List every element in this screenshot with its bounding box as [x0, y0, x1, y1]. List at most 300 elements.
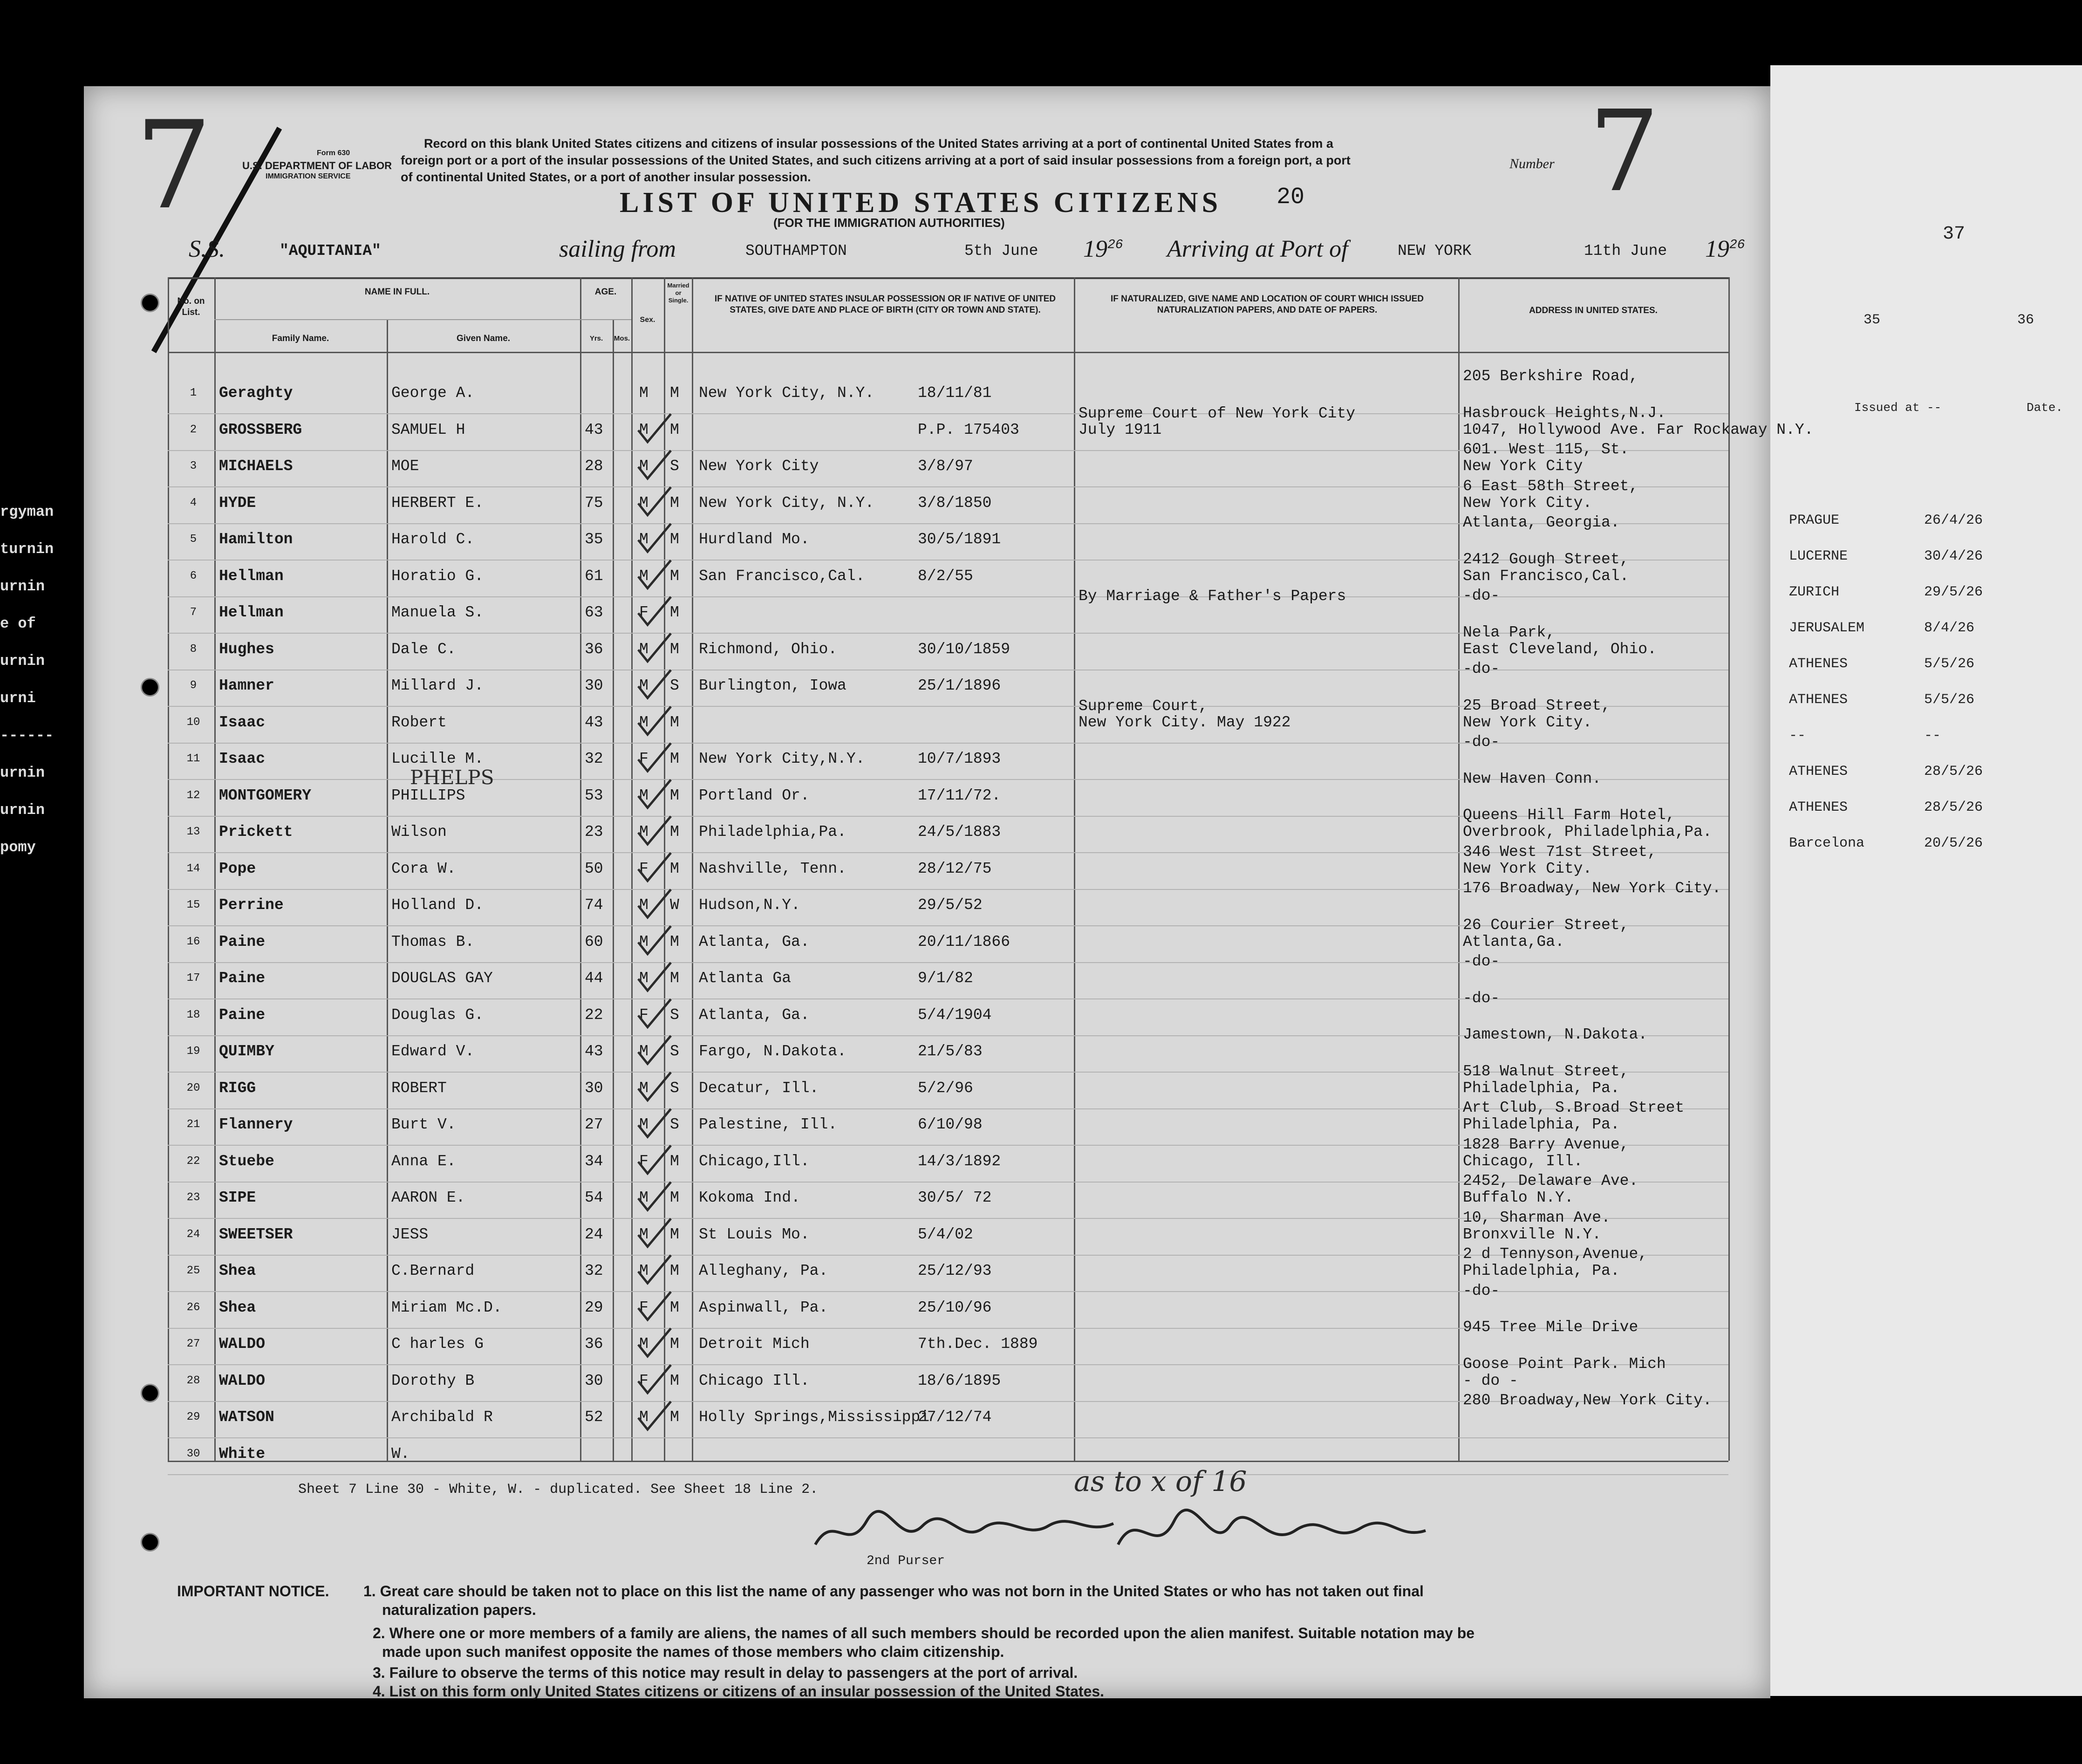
birth-date: 29/5/52 — [918, 896, 983, 914]
form-subtitle: (FOR THE IMMIGRATION AUTHORITIES) — [773, 216, 1005, 230]
family-name: Hughes — [219, 640, 274, 658]
age-years: 75 — [585, 494, 603, 512]
marital-status: M — [670, 1262, 679, 1279]
birth-date: 25/1/1896 — [918, 677, 1001, 694]
issued-place: ATHENES — [1789, 692, 1848, 708]
department-name: U.S. DEPARTMENT OF LABOR — [242, 160, 392, 171]
given-name: Dorothy B — [391, 1372, 475, 1389]
birth-date: 8/2/55 — [918, 567, 973, 585]
birth-place: Kokoma Ind. — [699, 1189, 800, 1206]
birth-place: Fargo, N.Dakota. — [699, 1043, 846, 1060]
age-years: 36 — [585, 1335, 603, 1353]
margin-fragment: urni — [0, 690, 36, 707]
sex: M — [639, 640, 648, 658]
sex: M — [639, 677, 648, 694]
address-line-1: 518 Walnut Street, — [1463, 1062, 1629, 1080]
col-no-header: No. on List. — [177, 296, 205, 317]
age-years: 44 — [585, 970, 603, 987]
row-number: 11 — [186, 752, 200, 765]
given-name: Horatio G. — [391, 567, 484, 585]
family-name: Paine — [219, 1006, 266, 1024]
given-name: MOE — [391, 458, 419, 475]
address-line-1: 205 Berkshire Road, — [1463, 368, 1638, 385]
age-years: 63 — [585, 604, 603, 621]
address-line-1: Hasbrouck Heights,N.J. — [1463, 404, 1666, 422]
marital-status: M — [670, 640, 679, 658]
given-name: JESS — [391, 1225, 429, 1243]
birth-place: Atlanta, Ga. — [699, 933, 810, 950]
family-name: Flannery — [219, 1116, 293, 1133]
sex: F — [639, 750, 648, 767]
address-line-1: -do- — [1463, 660, 1500, 677]
address-line-1: 945 Tree Mile Drive — [1463, 1319, 1638, 1336]
adjoining-sheet — [1770, 65, 2082, 1696]
age-years: 30 — [585, 677, 603, 694]
birth-place: New York City — [699, 458, 819, 475]
address-line-1: New Haven Conn. — [1463, 770, 1602, 787]
family-name: Hellman — [219, 604, 284, 621]
naturalization-court: Supreme Court of New York City — [1079, 404, 1356, 422]
sex: M — [639, 1189, 648, 1206]
row-number: 14 — [186, 862, 200, 875]
birth-date: 9/1/82 — [918, 970, 973, 987]
given-name: George A. — [391, 384, 475, 402]
address-line-2: Buffalo N.Y. — [1463, 1189, 1574, 1206]
birth-date: 3/8/1850 — [918, 494, 992, 512]
col-naturalized-header: IF NATURALIZED, GIVE NAME AND LOCATION OF COURT WHICH ISSUED NATURALIZATION PAPERS, AND DATE OF PAPERS. — [1110, 294, 1424, 315]
address-line-2: Chicago, Ill. — [1463, 1152, 1583, 1170]
naturalization-court: Supreme Court, — [1079, 697, 1208, 715]
birth-place: Hudson,N.Y. — [699, 896, 800, 914]
birth-place: Portland Or. — [699, 786, 810, 804]
family-name: Geraghty — [219, 384, 293, 402]
sex: M — [639, 531, 648, 548]
notice-1: 1. Great care should be taken not to place on this list the name of any passenger who was not born in the United States or who has not taken out final — [363, 1583, 1424, 1600]
address-line-1: 346 West 71st Street, — [1463, 843, 1657, 861]
address-line-2: - do - — [1463, 1372, 1518, 1389]
birth-place: Nashville, Tenn. — [699, 860, 846, 877]
birth-place: New York City,N.Y. — [699, 750, 865, 767]
address-line-2: Overbrook, Philadelphia,Pa. — [1463, 823, 1712, 841]
birth-date: 5/4/1904 — [918, 1006, 992, 1024]
sex: M — [639, 1262, 648, 1279]
row-number: 25 — [186, 1265, 200, 1277]
birth-date: 30/10/1859 — [918, 640, 1010, 658]
form-number: Form 630 — [317, 149, 350, 157]
address-line-1: 26 Courier Street, — [1463, 916, 1629, 934]
departure-date: 5th June — [964, 242, 1038, 260]
corner-handwritten-number: 7 — [135, 96, 212, 236]
birth-place: Aspinwall, Pa. — [699, 1299, 828, 1316]
row-number: 16 — [186, 935, 200, 948]
age-years: 30 — [585, 1372, 603, 1389]
given-name-correction: PHELPS — [410, 766, 494, 789]
family-name: RIGG — [219, 1079, 256, 1097]
sex: M — [639, 1408, 648, 1426]
notice-2: 2. Where one or more members of a family are aliens, the names of all such members should be recorded upon the alien manifest. Suitable notation may be — [373, 1625, 1475, 1641]
col-36-header: 36 — [2017, 312, 2034, 328]
given-name: SAMUEL H — [391, 421, 465, 438]
address-line-1: 25 Broad Street, — [1463, 697, 1611, 714]
row-number: 29 — [186, 1411, 200, 1423]
given-name: DOUGLAS GAY — [391, 970, 493, 987]
purser-label: 2nd Purser — [867, 1554, 945, 1568]
age-years: 24 — [585, 1225, 603, 1243]
address-line-2: San Francisco,Cal. — [1463, 567, 1629, 585]
duplicate-note: Sheet 7 Line 30 - White, W. - duplicated. See Sheet 18 Line 2. — [298, 1482, 819, 1497]
marital-status: S — [670, 1116, 679, 1133]
margin-fragment: rgyman — [0, 503, 54, 520]
family-name: SWEETSER — [219, 1225, 293, 1243]
row-number: 17 — [186, 972, 200, 985]
age-years: 27 — [585, 1116, 603, 1133]
age-years: 22 — [585, 1006, 603, 1024]
row-number: 3 — [190, 460, 197, 472]
margin-fragment: urnin — [0, 652, 45, 670]
address-line-1: Jamestown, N.Dakota. — [1463, 1026, 1648, 1043]
sex: M — [639, 494, 648, 512]
birth-place: New York City, N.Y. — [699, 384, 874, 402]
issued-date: 8/4/26 — [1924, 620, 1975, 636]
sex: F — [639, 1152, 648, 1170]
row-number: 26 — [186, 1301, 200, 1314]
family-name: WALDO — [219, 1372, 266, 1389]
age-years: 32 — [585, 1262, 603, 1279]
pen-checkmarks — [620, 361, 713, 1461]
birth-date: 21/5/83 — [918, 1043, 983, 1060]
marital-status: M — [670, 494, 679, 512]
issued-place: Barcelona — [1789, 835, 1865, 851]
sheet-number: 7 — [1589, 86, 1660, 217]
sex: M — [639, 970, 648, 987]
sex: M — [639, 1043, 648, 1060]
birth-place: Alleghany, Pa. — [699, 1262, 828, 1279]
row-number: 22 — [186, 1155, 200, 1168]
address-line-1: -do- — [1463, 953, 1500, 970]
issued-date: 30/4/26 — [1924, 548, 1983, 564]
col-yrs-header: Yrs. — [589, 335, 603, 342]
marital-status: M — [670, 1189, 679, 1206]
row-number: 7 — [190, 606, 197, 619]
arrival-date: 11th June — [1584, 242, 1667, 260]
family-name: Paine — [219, 933, 266, 950]
address-line-2: New York City. — [1463, 494, 1592, 512]
given-name: Cora W. — [391, 860, 456, 877]
birth-date: 28/12/75 — [918, 860, 992, 877]
issued-date: -- — [1924, 728, 1941, 744]
birth-place: Atlanta Ga — [699, 970, 792, 987]
address-line-2: Bronxville N.Y. — [1463, 1225, 1602, 1243]
naturalization-date: New York City. May 1922 — [1079, 713, 1291, 731]
ship-name: "AQUITANIA" — [280, 242, 381, 260]
issued-date: 28/5/26 — [1924, 800, 1983, 815]
year-prefix: 19 — [1705, 236, 1729, 262]
instruction-line-3: of continental United States, or a port of another insular possession. — [401, 170, 811, 184]
col-sex-header: Sex. — [640, 316, 655, 324]
given-name: Holland D. — [391, 896, 484, 914]
address-line-1: 2 d Tennyson,Avenue, — [1463, 1245, 1648, 1263]
address-line-1: Art Club, S.Broad Street — [1463, 1099, 1685, 1116]
age-years: 60 — [585, 933, 603, 950]
marital-status: M — [670, 933, 679, 950]
birth-date: 25/12/93 — [918, 1262, 992, 1279]
age-years: 54 — [585, 1189, 603, 1206]
given-name: Edward V. — [391, 1043, 475, 1060]
row-number: 13 — [186, 826, 200, 838]
marital-status: M — [670, 1152, 679, 1170]
margin-fragment: turnin — [0, 540, 54, 558]
birth-date: 27/12/74 — [918, 1408, 992, 1426]
family-name: Perrine — [219, 896, 284, 914]
given-name: Harold C. — [391, 531, 475, 548]
row-number: 10 — [186, 716, 200, 729]
address-line-1: Queens Hill Farm Hotel, — [1463, 807, 1675, 824]
family-name: Hellman — [219, 567, 284, 585]
birth-date: P.P. 175403 — [918, 421, 1019, 438]
row-number: 24 — [186, 1228, 200, 1241]
address-line-1: -do- — [1463, 733, 1500, 751]
margin-fragment: urnin — [0, 764, 45, 781]
notice-3: 3. Failure to observe the terms of this notice may result in delay to passengers at the port of arrival. — [373, 1664, 1078, 1681]
marital-status: W — [670, 896, 679, 914]
age-years: 29 — [585, 1299, 603, 1316]
family-name: Paine — [219, 970, 266, 987]
birth-date: 18/6/1895 — [918, 1372, 1001, 1389]
given-name: C harles G — [391, 1335, 484, 1353]
form-title: LIST OF UNITED STATES CITIZENS — [620, 187, 1222, 219]
sex: M — [639, 933, 648, 950]
birth-place: Chicago Ill. — [699, 1372, 810, 1389]
marital-status: M — [670, 1225, 679, 1243]
sex: F — [639, 604, 648, 621]
row-number: 27 — [186, 1338, 200, 1350]
row-number: 6 — [190, 569, 197, 582]
marital-status: S — [670, 1043, 679, 1060]
age-years: 43 — [585, 421, 603, 438]
col-name-header: NAME IN FULL. — [364, 287, 430, 297]
year-prefix: 19 — [1083, 236, 1107, 262]
given-name: Wilson — [391, 823, 447, 841]
departure-year: 26 — [1107, 238, 1123, 253]
address-line-1: 1828 Barry Avenue, — [1463, 1135, 1629, 1153]
service-name: IMMIGRATION SERVICE — [266, 172, 351, 180]
marital-status: M — [670, 1408, 679, 1426]
address-line-2: Philadelphia, Pa. — [1463, 1116, 1620, 1133]
sex: M — [639, 1225, 648, 1243]
margin-fragment: ------ — [0, 727, 54, 744]
birth-date: 30/5/ 72 — [918, 1189, 992, 1206]
birth-date: 25/10/96 — [918, 1299, 992, 1316]
issued-place: ATHENES — [1789, 764, 1848, 779]
age-years: 43 — [585, 713, 603, 731]
marital-status: M — [670, 531, 679, 548]
marital-status: M — [670, 1372, 679, 1389]
notice-2b: made upon such manifest opposite the names of those members who claim citizenship. — [382, 1643, 1004, 1660]
given-name: Manuela S. — [391, 604, 484, 621]
notice-title: IMPORTANT NOTICE. — [177, 1583, 329, 1600]
issued-date: 29/5/26 — [1924, 584, 1983, 600]
sex: M — [639, 1079, 648, 1097]
address-line-1: Nela Park, — [1463, 623, 1556, 641]
issued-place: ATHENES — [1789, 800, 1848, 815]
notice-1b: naturalization papers. — [382, 1601, 536, 1618]
number-label: Number — [1509, 156, 1555, 171]
instruction-line-1: Record on this blank United States citizens and citizens of insular possessions of the United States arriving at a port of continental United States from a — [424, 137, 1333, 150]
marital-status: M — [670, 823, 679, 841]
family-name: MONTGOMERY — [219, 786, 312, 804]
address-line-2: Philadelphia, Pa. — [1463, 1079, 1620, 1097]
issued-date: 28/5/26 — [1924, 764, 1983, 779]
ss-label: S.S. — [189, 236, 225, 262]
sex: M — [639, 713, 648, 731]
marital-status: S — [670, 458, 679, 475]
birth-date: 7th.Dec. 1889 — [918, 1335, 1038, 1353]
given-name: Robert — [391, 713, 447, 731]
birth-date: 5/4/02 — [918, 1225, 973, 1243]
age-years: 43 — [585, 1043, 603, 1060]
age-years: 36 — [585, 640, 603, 658]
marital-status: M — [670, 421, 679, 438]
issued-place: LUCERNE — [1789, 548, 1848, 564]
address-line-1: 6 East 58th Street, — [1463, 477, 1638, 495]
address-line-2: New York City. — [1463, 713, 1592, 731]
naturalization-court: By Marriage & Father's Papers — [1079, 588, 1346, 605]
row-number: 9 — [190, 679, 197, 692]
row-number: 18 — [186, 1008, 200, 1021]
address-line-1: -do- — [1463, 1282, 1500, 1299]
margin-fragment: e of — [0, 615, 36, 632]
address-line-1: Goose Point Park. Mich — [1463, 1355, 1666, 1373]
sex: F — [639, 860, 648, 877]
marital-status: M — [670, 567, 679, 585]
family-name: GROSSBERG — [219, 421, 302, 438]
family-name: Shea — [219, 1262, 256, 1279]
binder-hole — [141, 678, 159, 697]
address-line-1: -do- — [1463, 989, 1500, 1007]
arrival-year: 26 — [1729, 238, 1745, 253]
given-name: ROBERT — [391, 1079, 447, 1097]
family-name: QUIMBY — [219, 1043, 274, 1060]
issued-place: -- — [1789, 728, 1806, 744]
birth-date: 30/5/1891 — [918, 531, 1001, 548]
departure-port: SOUTHAMPTON — [745, 242, 847, 260]
family-name: Hamner — [219, 677, 274, 694]
page-code: 20 — [1277, 184, 1305, 211]
family-name: Pope — [219, 860, 256, 877]
given-name: Dale C. — [391, 640, 456, 658]
given-name: AARON E. — [391, 1189, 465, 1206]
age-years: 32 — [585, 750, 603, 767]
address-line-1: 10, Sharman Ave. — [1463, 1209, 1611, 1226]
col-married-header: Married or Single. — [667, 282, 689, 304]
issued-place: ATHENES — [1789, 656, 1848, 672]
binder-hole — [141, 1384, 159, 1402]
birth-place: Atlanta, Ga. — [699, 1006, 810, 1024]
family-name: WALDO — [219, 1335, 266, 1353]
age-years: 28 — [585, 458, 603, 475]
adjoining-page-number: 37 — [1943, 224, 1966, 245]
purser-signature-icon — [806, 1503, 1132, 1568]
given-name: W. — [391, 1445, 410, 1463]
row-number: 2 — [190, 423, 197, 436]
binder-hole — [141, 1533, 159, 1552]
birth-place: Philadelphia,Pa. — [699, 823, 846, 841]
birth-place: Palestine, Ill. — [699, 1116, 838, 1133]
row-number: 30 — [186, 1447, 200, 1460]
address-line-2: Atlanta,Ga. — [1463, 933, 1564, 950]
given-name: Millard J. — [391, 677, 484, 694]
col-family-header: Family Name. — [272, 334, 329, 343]
sex: M — [639, 786, 648, 804]
family-name: MICHAELS — [219, 458, 293, 475]
handwritten-annotation: as to x of 16 — [1074, 1465, 1247, 1498]
family-name: Prickett — [219, 823, 293, 841]
issued-date: 20/5/26 — [1924, 835, 1983, 851]
margin-fragment: urnin — [0, 578, 45, 595]
birth-date: 3/8/97 — [918, 458, 973, 475]
address-line-2: New York City. — [1463, 860, 1592, 877]
address-line-2: New York City — [1463, 458, 1583, 475]
given-name: Anna E. — [391, 1152, 456, 1170]
marital-status: M — [670, 786, 679, 804]
sex: M — [639, 567, 648, 585]
manifest-sheet — [84, 86, 1814, 1700]
birth-place: Hurdland Mo. — [699, 531, 810, 548]
row-number: 20 — [186, 1081, 200, 1094]
naturalization-date: July 1911 — [1079, 421, 1162, 438]
instruction-line-2: foreign port or a port of the insular possessions of the United States, and such citizens arriving at a port of said insular possessions from a foreign port, a port — [401, 153, 1351, 167]
birth-date: 24/5/1883 — [918, 823, 1001, 841]
issued-date: 26/4/26 — [1924, 513, 1983, 528]
age-years: 61 — [585, 567, 603, 585]
marital-status: M — [670, 860, 679, 877]
col-address-header: ADDRESS IN UNITED STATES. — [1529, 306, 1658, 315]
issued-place: ZURICH — [1789, 584, 1840, 600]
birth-date: 5/2/96 — [918, 1079, 973, 1097]
age-years: 50 — [585, 860, 603, 877]
given-name: Douglas G. — [391, 1006, 484, 1024]
given-name: PHILLIPS — [391, 786, 465, 804]
row-number: 4 — [190, 496, 197, 509]
given-name: C.Bernard — [391, 1262, 475, 1279]
issued-date: 5/5/26 — [1924, 692, 1975, 708]
family-name: SIPE — [219, 1189, 256, 1206]
birth-place: Burlington, Iowa — [699, 677, 846, 694]
row-number: 12 — [186, 789, 200, 802]
issued-place: JERUSALEM — [1789, 620, 1865, 636]
birth-date: 20/11/1866 — [918, 933, 1010, 950]
sex: F — [639, 1006, 648, 1024]
address-line-1: -do- — [1463, 587, 1500, 604]
col-mos-header: Mos. — [614, 335, 630, 342]
family-name: Shea — [219, 1299, 256, 1316]
col-35-header: 35 — [1864, 312, 1881, 328]
row-number: 23 — [186, 1191, 200, 1204]
issued-place: PRAGUE — [1789, 513, 1840, 528]
marital-status: M — [670, 970, 679, 987]
birth-place: Holly Springs,Mississippi — [699, 1408, 930, 1426]
address-line-2: 1047, Hollywood Ave. Far Rockaway N.Y. — [1463, 421, 1814, 438]
birth-date: 6/10/98 — [918, 1116, 983, 1133]
birth-date: 14/3/1892 — [918, 1152, 1001, 1170]
age-years: 53 — [585, 786, 603, 804]
issued-date: 5/5/26 — [1924, 656, 1975, 672]
sex: F — [639, 1299, 648, 1316]
given-name: Burt V. — [391, 1116, 456, 1133]
col-age-header: AGE. — [594, 287, 617, 297]
notice-4: 4. List on this form only United States citizens or citizens of an insular possession of the United States. — [373, 1683, 1105, 1700]
sex: F — [639, 1372, 648, 1389]
